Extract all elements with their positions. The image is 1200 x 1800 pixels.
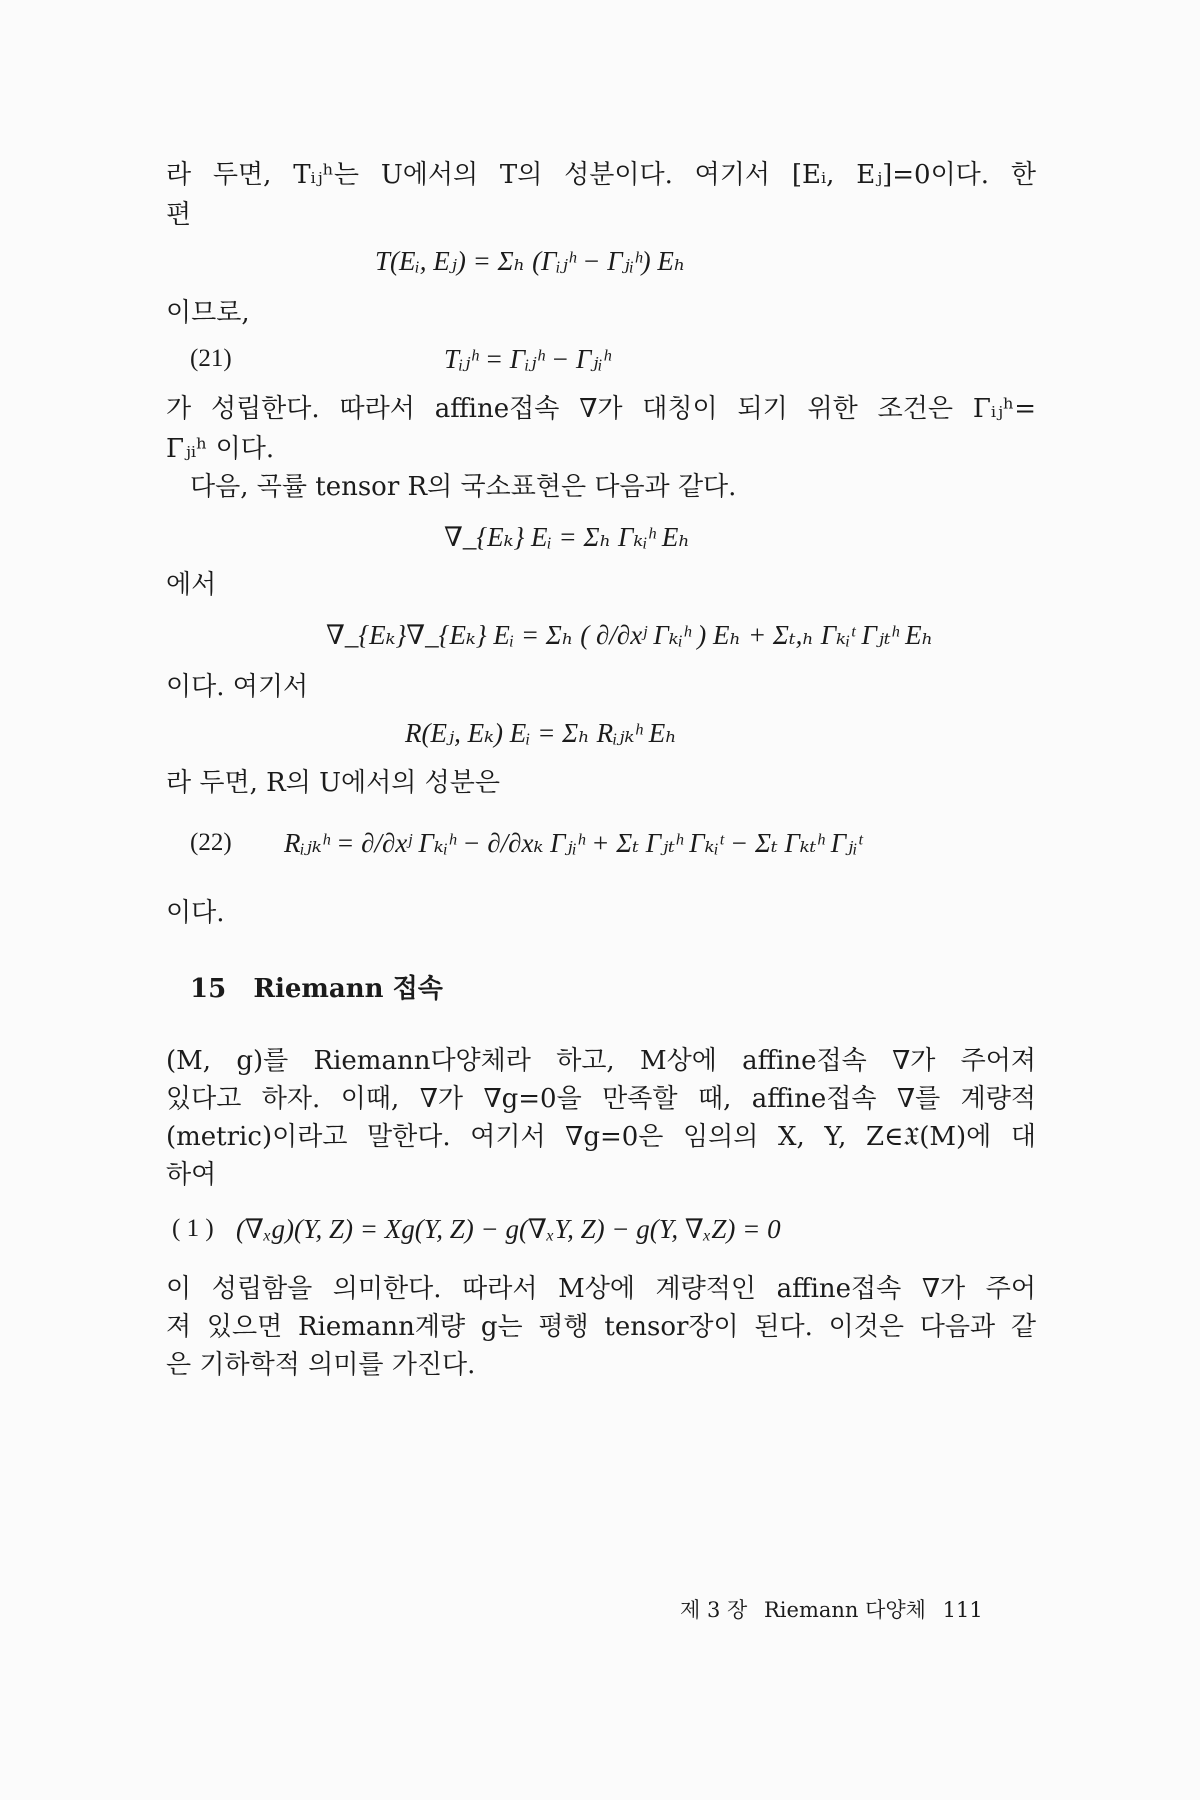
equation-metric-condition: (∇ₓg)(Y, Z) = Xg(Y, Z) − g(∇ₓY, Z) − g(Y, ∇ₓZ) = 0 <box>236 1214 781 1244</box>
text-line: 다음, 곡률 tensor R의 국소표현은 다음과 같다. <box>190 472 737 502</box>
equation-22: Rᵢⱼₖʰ = ∂/∂xʲ Γₖᵢʰ − ∂/∂xₖ Γⱼᵢʰ + Σₜ Γⱼₜʰ Γₖᵢᵗ − Σₜ Γₖₜʰ Γⱼᵢᵗ <box>284 828 863 858</box>
section-number: 15 <box>190 974 227 1004</box>
text-line: 있다고 하자. 이때, ∇가 ∇g=0을 만족할 때, affine접속 ∇를 계량적 <box>166 1084 1036 1114</box>
text-line: 이다. 여기서 <box>166 672 309 702</box>
text-line: 이므로, <box>166 298 250 328</box>
text-line: Γⱼᵢʰ 이다. <box>166 434 275 464</box>
equation-second-derivative: ∇_{Eₖ}∇_{Eₖ} Eᵢ = Σₕ ( ∂/∂xʲ Γₖᵢʰ ) Eₕ + Σₜ,ₕ Γₖᵢᵗ Γⱼₜʰ Eₕ <box>326 620 934 650</box>
equation-number: ( 1 ) <box>172 1215 214 1242</box>
footer-title: Riemann 다양체 <box>763 1598 926 1622</box>
page-footer <box>680 1595 993 1625</box>
equation-number: (22) <box>190 829 232 856</box>
text-line: 이다. <box>166 898 225 928</box>
section-heading <box>190 972 443 1006</box>
text-line: (metric)이라고 말한다. 여기서 ∇g=0은 임의의 X, Y, Z∈𝔛(M)에 대 <box>166 1122 1036 1152</box>
text-line: 하여 <box>166 1160 217 1190</box>
text-line: 이 성립함을 의미한다. 따라서 M상에 계량적인 affine접속 ∇가 주어 <box>166 1274 1036 1304</box>
page-number: 111 <box>942 1598 983 1622</box>
text-line: (M, g)를 Riemann다양체라 하고, M상에 affine접속 ∇가 주어져 <box>166 1046 1036 1076</box>
equation-curvature-local: R(Eⱼ, Eₖ) Eᵢ = Σₕ Rᵢⱼₖʰ Eₕ <box>405 718 677 748</box>
text-line: 에서 <box>166 570 217 600</box>
equation-number: (21) <box>190 345 232 372</box>
equation-torsion-expansion: T(Eᵢ, Eⱼ) = Σₕ (Γᵢⱼʰ − Γⱼᵢʰ) Eₕ <box>375 246 686 276</box>
text-line: 편 <box>166 200 192 230</box>
text-line: 은 기하학적 의미를 가진다. <box>166 1350 476 1380</box>
equation-connection-local: ∇_{Eₖ} Eᵢ = Σₕ Γₖᵢʰ Eₕ <box>444 522 691 552</box>
footer-chapter: 제 3 장 <box>680 1598 748 1622</box>
text-line: 져 있으면 Riemann계량 g는 평행 tensor장이 된다. 이것은 다음과 같 <box>166 1312 1036 1342</box>
text-line: 라 두면, Tᵢⱼʰ는 U에서의 T의 성분이다. 여기서 [Eᵢ, Eⱼ]=0이다. 한 <box>166 160 1036 190</box>
text-line: 라 두면, R의 U에서의 성분은 <box>166 768 500 798</box>
section-title: Riemann 접속 <box>253 974 443 1004</box>
equation-21: Tᵢⱼʰ = Γᵢⱼʰ − Γⱼᵢʰ <box>444 344 611 374</box>
text-line: 가 성립한다. 따라서 affine접속 ∇가 대칭이 되기 위한 조건은 Γᵢⱼʰ= <box>166 394 1036 424</box>
